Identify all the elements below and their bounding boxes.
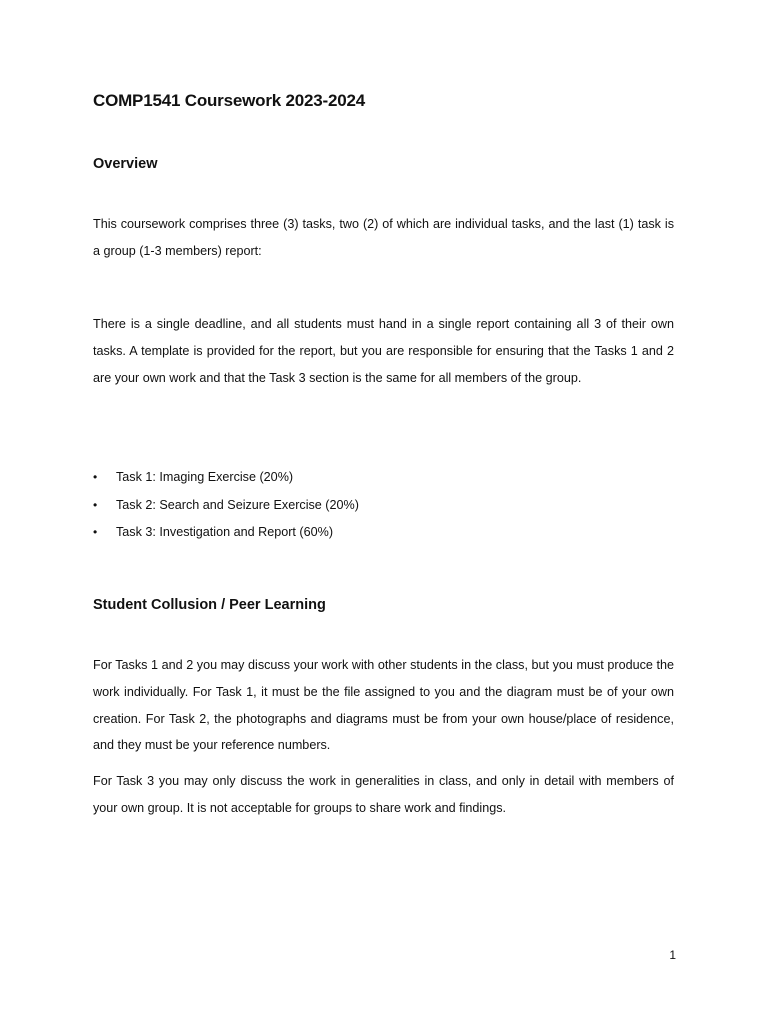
task-3-label: Task 3: Investigation and Report (60%) xyxy=(116,525,334,539)
collusion-heading: Student Collusion / Peer Learning xyxy=(93,597,326,613)
bullet-icon: • xyxy=(93,497,98,512)
task-list xyxy=(93,465,359,548)
task-1-label: Task 1: Imaging Exercise (20%) xyxy=(116,470,294,484)
overview-heading: Overview xyxy=(93,156,158,172)
collusion-paragraph-2: For Task 3 you may only discuss the work in generalities in class, and only in detail with members of your own group. It is not acceptable for groups to share work and findings. xyxy=(93,774,674,815)
list-item xyxy=(93,465,359,493)
overview-paragraph-2: There is a single deadline, and all students must hand in a single report containing all 3 of their own tasks. A template is provided for the report, but you are responsible for ensuring that the Tasks 1 and 2 are your own work and that the Task 3 section is the same for all members of the group. xyxy=(93,317,674,385)
collusion-paragraph-1: For Tasks 1 and 2 you may discuss your work with other students in the class, but you must produce the work individually. For Task 1, it must be the file assigned to you and the diagram must be of your own creation. For Task 2, the photographs and diagrams must be from your own house/place of residence, and they must be your reference numbers. xyxy=(93,658,674,753)
document-title: COMP1541 Coursework 2023-2024 xyxy=(93,91,366,110)
bullet-icon: • xyxy=(93,470,98,484)
task-2-label: Task 2: Search and Seizure Exercise (20%) xyxy=(116,497,359,512)
bullet-icon: • xyxy=(93,525,98,539)
list-item xyxy=(93,520,359,548)
list-item xyxy=(93,493,359,521)
page-number: 1 xyxy=(669,948,676,962)
overview-paragraph-1: This coursework comprises three (3) tasks, two (2) of which are individual tasks, and the last (1) task is a group (1-3 members) report: xyxy=(93,217,674,258)
